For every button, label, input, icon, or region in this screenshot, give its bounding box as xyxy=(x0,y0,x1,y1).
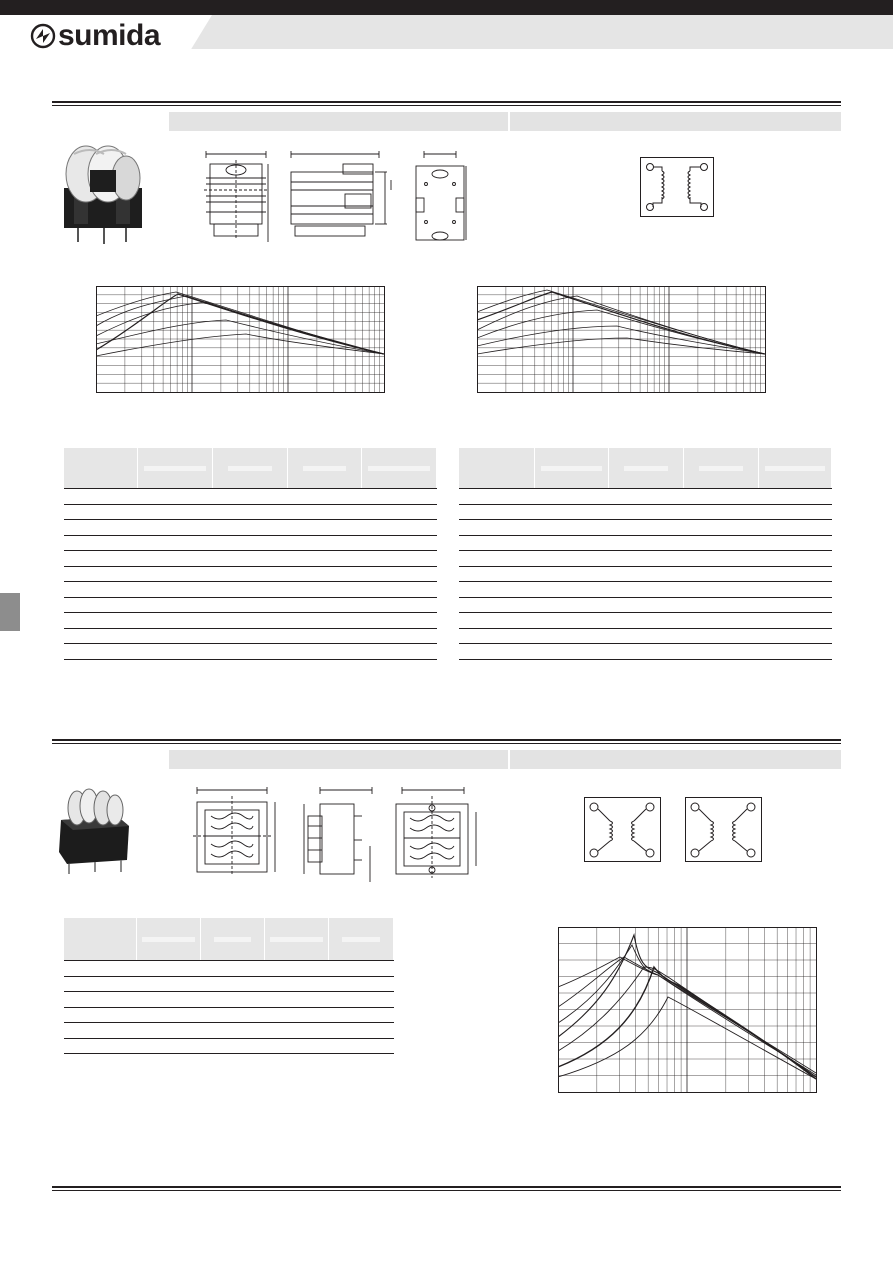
table-cell xyxy=(758,628,831,644)
table-cell xyxy=(683,535,758,551)
table-cell xyxy=(534,520,608,536)
table-cell xyxy=(683,520,758,536)
table-cell xyxy=(212,566,287,582)
table-cell xyxy=(534,504,608,520)
table-row xyxy=(64,976,394,992)
table-cell xyxy=(136,961,200,977)
table-cell xyxy=(328,1023,393,1039)
table-cell xyxy=(136,976,200,992)
table-cell xyxy=(64,644,138,660)
table-cell xyxy=(361,489,436,505)
table-cell xyxy=(212,644,287,660)
table-cell xyxy=(608,597,683,613)
table-cell xyxy=(138,535,213,551)
table-cell xyxy=(200,1023,264,1039)
table-cell xyxy=(459,597,534,613)
sumida-logo-icon xyxy=(30,23,56,49)
table-cell xyxy=(64,582,138,598)
table-cell xyxy=(361,520,436,536)
table-cell xyxy=(534,644,608,660)
dimension-drawing-side-2 xyxy=(300,786,380,884)
table-cell xyxy=(758,520,831,536)
table-row xyxy=(64,1023,394,1039)
table-row xyxy=(459,582,832,598)
table-cell xyxy=(136,1023,200,1039)
table-cell xyxy=(138,520,213,536)
table-cell xyxy=(212,489,287,505)
table-cell xyxy=(136,992,200,1008)
table-cell xyxy=(459,504,534,520)
table-cell xyxy=(212,504,287,520)
winding-schematic xyxy=(640,157,715,218)
table-cell xyxy=(459,613,534,629)
table-row xyxy=(64,597,437,613)
table-cell xyxy=(758,504,831,520)
table-cell xyxy=(264,1023,328,1039)
table-cell xyxy=(361,613,436,629)
table-cell xyxy=(361,628,436,644)
table-cell xyxy=(758,597,831,613)
table-cell xyxy=(459,644,534,660)
table-cell xyxy=(64,1038,136,1054)
table-cell xyxy=(138,489,213,505)
table-cell xyxy=(361,504,436,520)
table-cell xyxy=(138,582,213,598)
footer-rule-sub xyxy=(52,1190,841,1191)
table-cell xyxy=(212,520,287,536)
table-cell xyxy=(608,551,683,567)
table-row xyxy=(64,582,437,598)
table-row xyxy=(64,489,437,505)
table-cell xyxy=(64,520,138,536)
table-cell xyxy=(136,1038,200,1054)
table-cell xyxy=(608,628,683,644)
spec-table-right xyxy=(459,448,832,660)
table-cell xyxy=(534,597,608,613)
table-cell xyxy=(287,489,361,505)
brand-name: sumida xyxy=(58,19,161,52)
table-cell xyxy=(287,535,361,551)
table-cell xyxy=(287,597,361,613)
section2-rule-top xyxy=(52,739,841,741)
table-cell xyxy=(534,628,608,644)
dimension-drawing-top-2 xyxy=(193,786,283,878)
table-cell xyxy=(361,644,436,660)
dual-choke-photo xyxy=(57,786,133,876)
impedance-graph-left xyxy=(96,286,386,394)
table-row xyxy=(64,520,437,536)
table-cell xyxy=(328,961,393,977)
table-cell xyxy=(138,613,213,629)
table-cell xyxy=(287,520,361,536)
table-cell xyxy=(287,644,361,660)
table-cell xyxy=(683,504,758,520)
section1-rule-top xyxy=(52,101,841,103)
table-cell xyxy=(328,1038,393,1054)
dimension-drawing-bottom xyxy=(410,150,472,245)
section2-title-bar-divider xyxy=(508,750,510,769)
table-cell xyxy=(608,504,683,520)
section1-rule-sub xyxy=(52,105,841,106)
table-row xyxy=(459,504,832,520)
table-row xyxy=(64,551,437,567)
table-cell xyxy=(138,628,213,644)
spec-table-section2 xyxy=(64,918,394,1054)
table-cell xyxy=(264,1007,328,1023)
table-cell xyxy=(361,566,436,582)
table-cell xyxy=(608,613,683,629)
table-cell xyxy=(683,489,758,505)
table-cell xyxy=(534,551,608,567)
side-index-tab xyxy=(0,593,20,631)
spec-table-left xyxy=(64,448,437,660)
table-cell xyxy=(138,504,213,520)
table-cell xyxy=(287,582,361,598)
table-cell xyxy=(534,582,608,598)
section2-rule-sub xyxy=(52,743,841,744)
top-bar xyxy=(0,0,893,15)
table-row xyxy=(64,1007,394,1023)
table-cell xyxy=(212,551,287,567)
footer-rule xyxy=(52,1186,841,1188)
table-cell xyxy=(264,1038,328,1054)
table-cell xyxy=(683,628,758,644)
table-row xyxy=(64,504,437,520)
table-cell xyxy=(459,520,534,536)
table-cell xyxy=(534,613,608,629)
section1-title-bar-divider xyxy=(508,112,510,131)
table-cell xyxy=(200,1007,264,1023)
dimension-drawing-side xyxy=(287,150,397,245)
table-row xyxy=(459,597,832,613)
table-cell xyxy=(138,566,213,582)
common-mode-choke-photo xyxy=(60,140,146,245)
table-cell xyxy=(758,644,831,660)
table-cell xyxy=(683,644,758,660)
table-cell xyxy=(136,1007,200,1023)
table-row xyxy=(64,1038,394,1054)
table-cell xyxy=(64,597,138,613)
table-cell xyxy=(212,628,287,644)
table-row xyxy=(459,520,832,536)
table-cell xyxy=(138,551,213,567)
table-cell xyxy=(534,535,608,551)
table-cell xyxy=(758,566,831,582)
table-row xyxy=(459,566,832,582)
table-cell xyxy=(459,582,534,598)
table-cell xyxy=(328,992,393,1008)
table-cell xyxy=(64,504,138,520)
dimension-drawing-front xyxy=(200,150,272,245)
table-cell xyxy=(683,597,758,613)
table-header-row xyxy=(64,448,437,489)
table-cell xyxy=(758,489,831,505)
table-cell xyxy=(64,535,138,551)
table-cell xyxy=(138,644,213,660)
table-cell xyxy=(534,489,608,505)
table-cell xyxy=(287,613,361,629)
table-cell xyxy=(264,992,328,1008)
table-cell xyxy=(361,535,436,551)
table-cell xyxy=(212,597,287,613)
table-cell xyxy=(287,551,361,567)
table-cell xyxy=(459,628,534,644)
table-row xyxy=(64,628,437,644)
table-cell xyxy=(361,582,436,598)
table-row xyxy=(459,628,832,644)
table-cell xyxy=(64,1007,136,1023)
table-cell xyxy=(64,489,138,505)
table-row xyxy=(64,961,394,977)
table-cell xyxy=(200,976,264,992)
table-cell xyxy=(287,566,361,582)
table-row xyxy=(459,489,832,505)
table-row xyxy=(64,566,437,582)
table-cell xyxy=(608,489,683,505)
table-cell xyxy=(328,976,393,992)
table-row xyxy=(459,535,832,551)
section1-title-bar xyxy=(169,112,841,131)
table-cell xyxy=(608,535,683,551)
table-header-row xyxy=(459,448,832,489)
table-cell xyxy=(361,597,436,613)
table-cell xyxy=(459,566,534,582)
table-cell xyxy=(758,613,831,629)
table-cell xyxy=(683,551,758,567)
table-cell xyxy=(200,992,264,1008)
table-cell xyxy=(287,504,361,520)
table-cell xyxy=(459,489,534,505)
table-cell xyxy=(64,976,136,992)
table-cell xyxy=(264,976,328,992)
table-cell xyxy=(64,992,136,1008)
table-cell xyxy=(212,582,287,598)
table-cell xyxy=(361,551,436,567)
table-cell xyxy=(64,551,138,567)
table-cell xyxy=(459,535,534,551)
impedance-graph-right xyxy=(477,286,767,394)
winding-schematic-b xyxy=(685,797,763,863)
table-cell xyxy=(64,566,138,582)
table-cell xyxy=(608,644,683,660)
table-cell xyxy=(608,566,683,582)
table-cell xyxy=(683,582,758,598)
table-row xyxy=(64,613,437,629)
table-cell xyxy=(64,961,136,977)
table-row xyxy=(64,535,437,551)
table-row xyxy=(459,644,832,660)
table-cell xyxy=(459,551,534,567)
table-cell xyxy=(683,613,758,629)
table-cell xyxy=(64,1023,136,1039)
section2-title-bar xyxy=(169,750,841,769)
table-cell xyxy=(212,535,287,551)
dimension-drawing-bottom-2 xyxy=(392,786,484,880)
table-cell xyxy=(200,1038,264,1054)
table-row xyxy=(64,644,437,660)
table-cell xyxy=(328,1007,393,1023)
table-cell xyxy=(212,613,287,629)
table-cell xyxy=(200,961,264,977)
table-cell xyxy=(758,551,831,567)
table-cell xyxy=(64,613,138,629)
impedance-graph-section2 xyxy=(558,927,818,1094)
table-cell xyxy=(608,582,683,598)
winding-schematic-a xyxy=(584,797,662,863)
table-cell xyxy=(64,628,138,644)
table-cell xyxy=(758,535,831,551)
table-cell xyxy=(287,628,361,644)
table-cell xyxy=(608,520,683,536)
table-cell xyxy=(534,566,608,582)
table-cell xyxy=(264,961,328,977)
table-cell xyxy=(138,597,213,613)
table-cell xyxy=(758,582,831,598)
table-row xyxy=(459,613,832,629)
table-row xyxy=(64,992,394,1008)
table-header-row xyxy=(64,918,394,961)
table-cell xyxy=(683,566,758,582)
table-row xyxy=(459,551,832,567)
